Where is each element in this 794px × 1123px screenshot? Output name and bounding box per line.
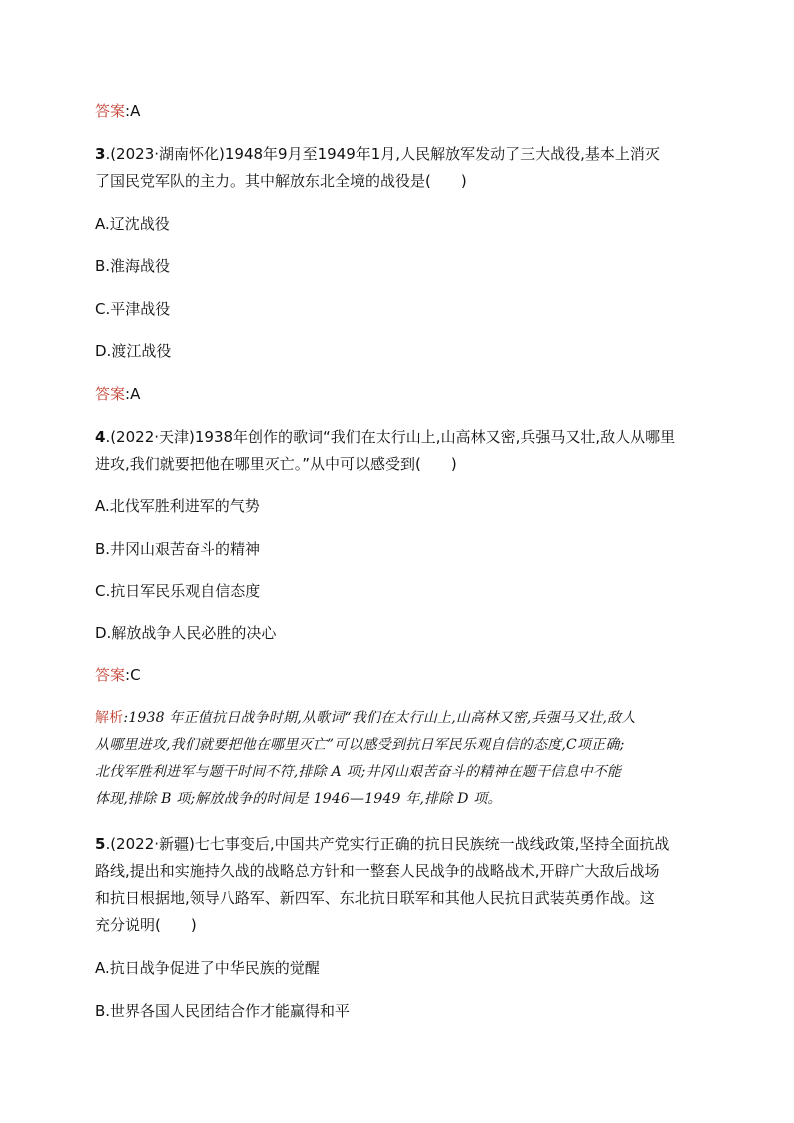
option-b: B.淮海战役 [95, 257, 171, 275]
answer-value: A [130, 385, 141, 403]
question-3-line-1 [95, 144, 660, 164]
question-source: .(2022·天津) [105, 428, 195, 446]
answer-q3: 答案:A [95, 385, 141, 403]
option-a: A.北伐军胜利进军的气势 [95, 497, 260, 515]
question-5-line-4: 充分说明( ) [95, 916, 197, 934]
question-text: 1948年9月至1949年1月,人民解放军发动了三大战役,基本上消灭 [224, 145, 660, 163]
option-b: B.井冈山艰苦奋斗的精神 [95, 540, 261, 558]
option-b: B.世界各国人民团结合作才能赢得和平 [95, 1002, 351, 1020]
option-a: A.抗日战争促进了中华民族的觉醒 [95, 959, 320, 977]
analysis-line-1: 解析:1938 年正值抗日战争时期,从歌词“我们在太行山上,山高林又密,兵强马又壮,敌人 [95, 710, 636, 726]
question-number: 5 [95, 835, 106, 853]
question-5-line-3: 和抗日根据地,领导八路军、新四军、东北抗日联军和其他人民抗日武装英勇作战。这 [95, 889, 655, 907]
option-d: D.渡江战役 [95, 342, 172, 360]
analysis-label: 解析 [95, 710, 124, 726]
question-source: .(2022·新疆) [105, 835, 195, 853]
answer-q4: 答案:C [95, 666, 141, 684]
question-4-line-2: 进攻,我们就要把他在哪里灭亡。”从中可以感受到( ) [95, 455, 457, 473]
analysis-text: 1938 年正值抗日战争时期,从歌词“我们在太行山上,山高林又密,兵强马又壮,敌人 [128, 710, 636, 726]
answer-label: 答案 [95, 385, 126, 403]
question-source: .(2023·湖南怀化) [105, 145, 225, 163]
answer-label: 答案 [95, 666, 126, 684]
option-a: A.辽沈战役 [95, 215, 170, 233]
analysis-line-4: 体现,排除 B 项;解放战争的时间是 1946—1949 年,排除 D 项。 [95, 791, 502, 807]
answer-q2: 答案:A [95, 102, 141, 120]
question-5-line-2: 路线,提出和实施持久战的战略总方针和一整套人民战争的战略战术,开辟广大敌后战场 [95, 862, 660, 880]
question-4-line-1 [95, 427, 675, 447]
answer-value: A [130, 102, 141, 120]
answer-value: C [130, 666, 141, 684]
answer-label: 答案 [95, 102, 126, 120]
analysis-line-2: 从哪里进攻,我们就要把他在哪里灭亡”可以感受到抗日军民乐观自信的态度,C项正确; [95, 737, 625, 753]
question-text: 1938年创作的歌词“我们在太行山上,山高林又密,兵强马又壮,敌人从哪里 [194, 428, 676, 446]
option-c: C.抗日军民乐观自信态度 [95, 582, 261, 600]
option-c: C.平津战役 [95, 300, 171, 318]
question-5-line-1 [95, 834, 669, 854]
option-d: D.解放战争人民必胜的决心 [95, 624, 277, 642]
question-number: 3 [95, 145, 106, 163]
question-text: 七七事变后,中国共产党实行正确的抗日民族统一战线政策,坚持全面抗战 [194, 835, 670, 853]
analysis-line-3: 北伐军胜利进军与题干时间不符,排除 A 项;井冈山艰苦奋斗的精神在题干信息中不能 [95, 764, 622, 780]
question-3-line-2: 了国民党军队的主力。其中解放东北全境的战役是( ) [95, 172, 467, 190]
question-number: 4 [95, 428, 106, 446]
